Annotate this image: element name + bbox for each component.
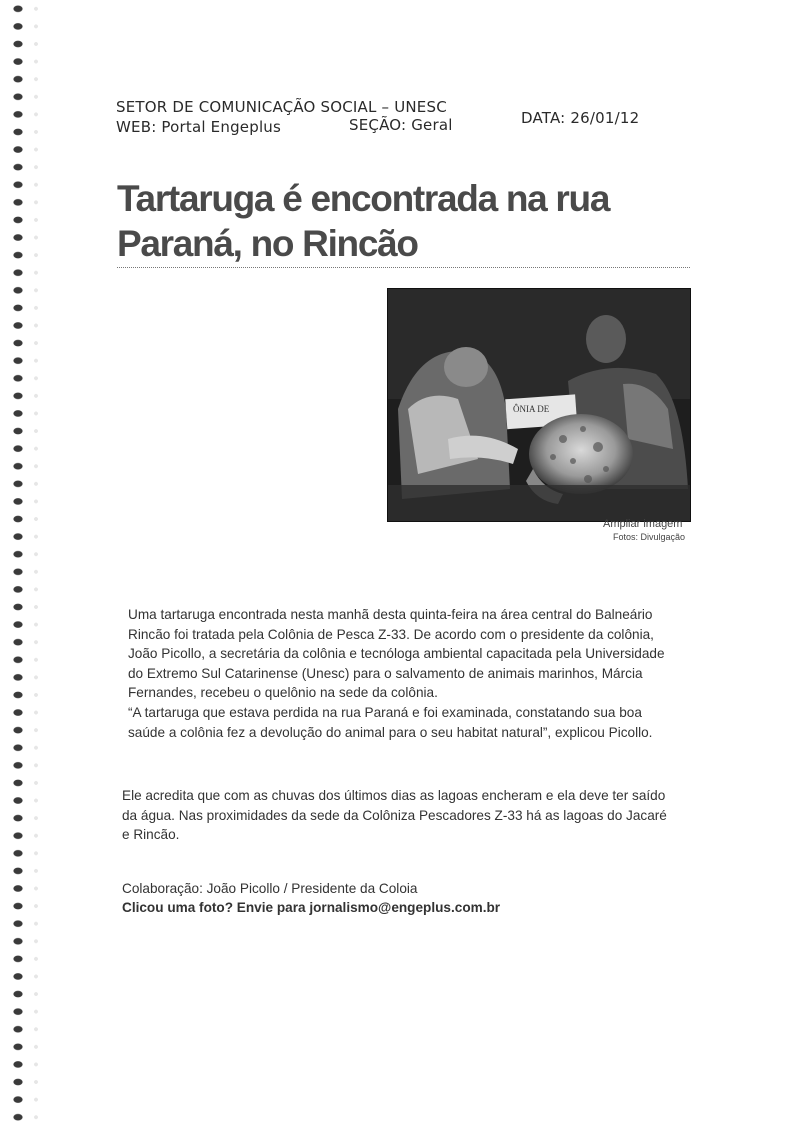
paragraph-line: “A tartaruga que estava perdida na rua Paraná e foi examinada, constatando sua boa: [128, 704, 642, 720]
paragraph-line: Fernandes, recebeu o quelônio na sede da colônia.: [128, 685, 438, 701]
article-paragraph-1: [122, 605, 712, 742]
spiral-binding: [0, 0, 60, 1131]
paragraph-line: Rincão foi tratada pela Colônia de Pesca Z-33. De acordo com o presidente da colônia,: [128, 626, 654, 642]
collaboration-credit: Colaboração: João Picollo / Presidente da Coloia: [122, 881, 418, 896]
photo-illustration: [388, 289, 690, 521]
submit-photo-callout[interactable]: Clicou uma foto? Envie para jornalismo@engeplus.com.br: [122, 900, 501, 915]
article-title: Tartaruga é encontrada na rua Paraná, no Rincão: [117, 178, 610, 264]
header-secao: SEÇÃO: Geral: [349, 116, 453, 134]
paragraph-line: Uma tartaruga encontrada nesta manhã desta quinta-feira na área central do Balneário: [128, 607, 653, 622]
paragraph-line: do Extremo Sul Catarinense (Unesc) para o salvamento de animais marinhos, Márcia: [128, 665, 643, 681]
photo-enlarge-link[interactable]: Ampliar imagem: [603, 518, 683, 530]
header-setor: SETOR DE COMUNICAÇÃO SOCIAL – UNESC: [116, 98, 447, 116]
header-web: WEB: Portal Engeplus: [116, 118, 282, 136]
article-photo[interactable]: [387, 288, 691, 522]
paragraph-line: João Picollo, a secretária da colônia e tecnóloga ambiental capacitada pela Universidade: [128, 646, 665, 662]
photo-credit: Fotos: Divulgação: [613, 532, 686, 542]
photo-sign-text: ÔNIA DE: [513, 404, 550, 414]
title-divider: [117, 267, 690, 268]
article-paragraph-2: [122, 786, 712, 845]
header-data: DATA: 26/01/12: [521, 109, 640, 127]
paragraph-line: da água. Nas proximidades da sede da Colôniza Pescadores Z-33 há as lagoas do Jacaré: [122, 807, 667, 823]
paragraph-line: e Rincão.: [122, 827, 180, 843]
paragraph-line: Ele acredita que com as chuvas dos últimos dias as lagoas encheram e ela deve ter saído: [122, 788, 666, 803]
paragraph-line: saúde a colônia fez a devolução do animal para o seu habitat natural”, explicou Picollo.: [128, 724, 653, 740]
